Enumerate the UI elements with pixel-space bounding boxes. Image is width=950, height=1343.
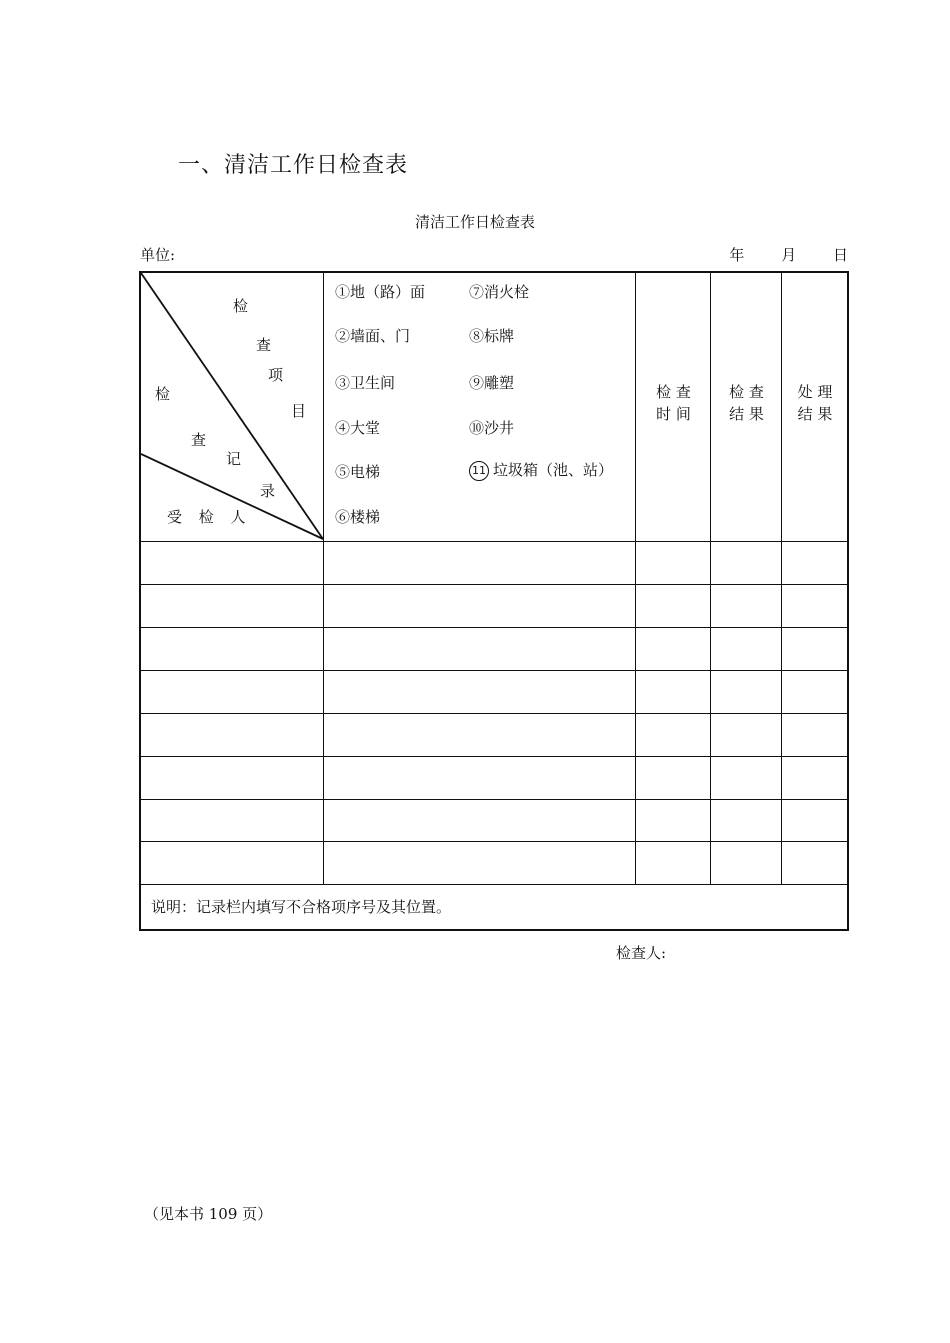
page-reference: （见本书 109 页） (144, 1205, 273, 1223)
check-item: ③卫生间 (335, 374, 396, 392)
row-divider (141, 713, 847, 714)
table-note: 说明：记录栏内填写不合格项序号及其位置。 (151, 898, 452, 916)
check-record-char: 记 (226, 450, 242, 468)
inspectee-label: 受 检 人 (167, 508, 246, 526)
check-result-header: 检 查 结 果 (729, 383, 764, 423)
check-item: ④大堂 (335, 419, 381, 437)
col-divider (781, 273, 782, 884)
check-item: ②墙面、门 (335, 327, 411, 345)
check-time-header: 检 查 时 间 (656, 383, 691, 423)
year-label: 年 (729, 246, 745, 264)
row-divider (141, 884, 847, 885)
check-item: ⑥楼梯 (335, 508, 381, 526)
col-divider (710, 273, 711, 884)
row-divider (141, 756, 847, 757)
row-divider (141, 627, 847, 628)
check-item-char: 目 (291, 402, 307, 420)
row-divider (141, 670, 847, 671)
check-item: ⑨雕塑 (469, 374, 515, 392)
page-heading: 一、清洁工作日检查表 (178, 153, 409, 178)
check-item: ⑦消火栓 (469, 283, 530, 301)
col-divider (635, 273, 636, 884)
check-item-char: 查 (256, 336, 272, 354)
check-record-char: 查 (191, 431, 207, 449)
handle-result-header: 处 理 结 果 (797, 383, 833, 423)
check-item: ①地（路）面 (335, 283, 426, 301)
table-title: 清洁工作日检查表 (414, 213, 535, 231)
inspector-label: 检查人: (616, 944, 667, 962)
row-divider (141, 584, 847, 585)
month-label: 月 (781, 246, 797, 264)
circled-number-11: 11 (469, 461, 489, 481)
check-record-char: 检 (155, 385, 171, 403)
row-divider (141, 799, 847, 800)
check-item-char: 项 (268, 366, 284, 384)
day-label: 日 (832, 246, 848, 264)
check-item: ⑧标牌 (469, 327, 515, 345)
check-item: ⑩沙井 (469, 419, 515, 437)
check-record-char: 录 (260, 482, 276, 500)
check-item-label: 垃圾箱（池、站） (493, 461, 614, 479)
inspection-table (139, 271, 849, 931)
check-item: ⑤电梯 (335, 463, 381, 481)
check-item (469, 459, 613, 481)
row-divider (141, 841, 847, 842)
unit-label: 单位: (140, 246, 176, 264)
check-item-char: 检 (233, 297, 249, 315)
date-labels (711, 244, 848, 265)
